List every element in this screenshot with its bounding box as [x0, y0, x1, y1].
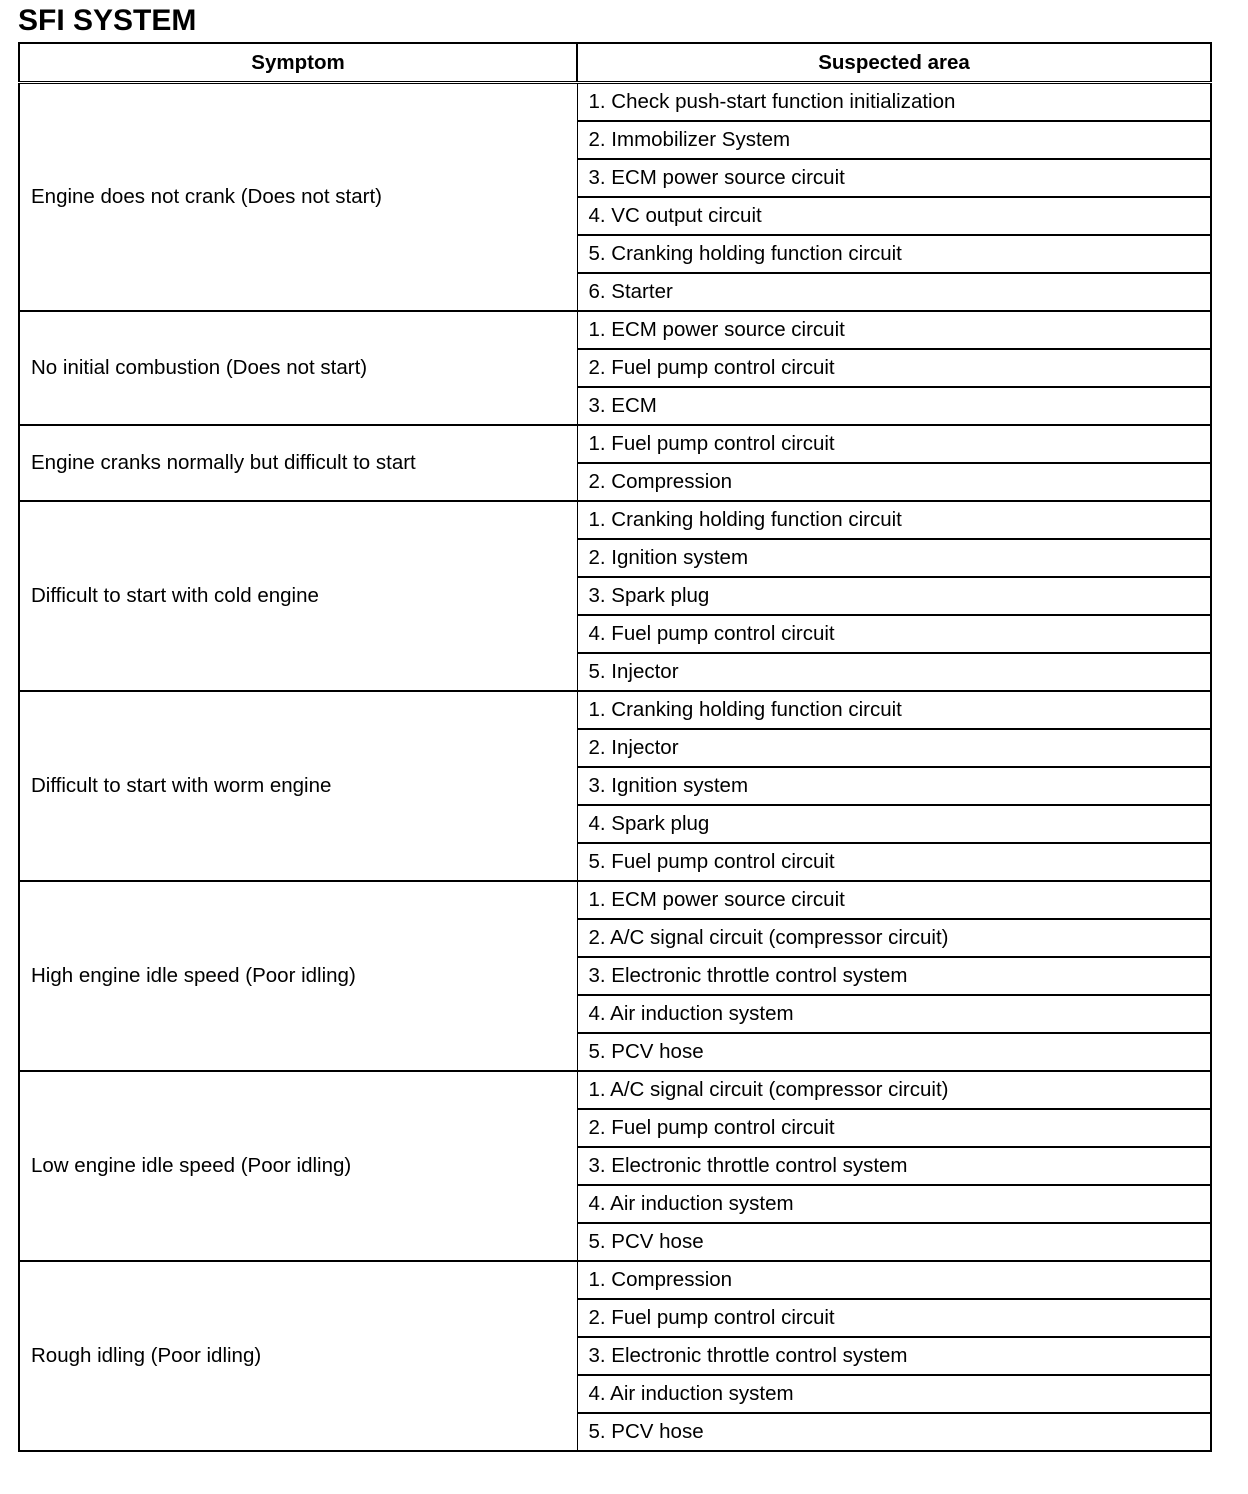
suspected-area-cell: 3. ECM: [577, 387, 1211, 425]
suspected-area-cell: 3. Electronic throttle control system: [577, 1147, 1211, 1185]
suspected-area-cell: 2. Immobilizer System: [577, 121, 1211, 159]
suspected-area-cell: 2. Fuel pump control circuit: [577, 1299, 1211, 1337]
symptom-cell: Difficult to start with worm engine: [19, 691, 577, 881]
suspected-area-cell: 1. Fuel pump control circuit: [577, 425, 1211, 463]
suspected-area-cell: 2. A/C signal circuit (compressor circuit): [577, 919, 1211, 957]
suspected-area-cell: 1. ECM power source circuit: [577, 881, 1211, 919]
symptom-cell: High engine idle speed (Poor idling): [19, 881, 577, 1071]
suspected-area-cell: 4. VC output circuit: [577, 197, 1211, 235]
suspected-area-cell: 5. Cranking holding function circuit: [577, 235, 1211, 273]
suspected-area-cell: 2. Injector: [577, 729, 1211, 767]
page-title: SFI SYSTEM: [18, 4, 197, 37]
table-row: [19, 1071, 1211, 1109]
suspected-area-cell: 2. Compression: [577, 463, 1211, 501]
suspected-area-cell: 5. PCV hose: [577, 1223, 1211, 1261]
table-row: [19, 1261, 1211, 1299]
suspected-area-cell: 5. PCV hose: [577, 1413, 1211, 1451]
table-row: [19, 881, 1211, 919]
suspected-area-cell: 4. Air induction system: [577, 995, 1211, 1033]
suspected-area-cell: 2. Fuel pump control circuit: [577, 349, 1211, 387]
suspected-area-cell: 3. Electronic throttle control system: [577, 1337, 1211, 1375]
suspected-area-cell: 4. Fuel pump control circuit: [577, 615, 1211, 653]
table-row: [19, 83, 1211, 122]
symptom-table: [18, 42, 1212, 1452]
suspected-area-cell: 5. Fuel pump control circuit: [577, 843, 1211, 881]
suspected-area-cell: 3. ECM power source circuit: [577, 159, 1211, 197]
suspected-area-cell: 1. A/C signal circuit (compressor circuit): [577, 1071, 1211, 1109]
symptom-cell: No initial combustion (Does not start): [19, 311, 577, 425]
suspected-area-cell: 2. Ignition system: [577, 539, 1211, 577]
suspected-area-cell: 6. Starter: [577, 273, 1211, 311]
header-suspected-area: Suspected area: [577, 43, 1211, 83]
symptom-cell: Engine cranks normally but difficult to start: [19, 425, 577, 501]
suspected-area-cell: 3. Spark plug: [577, 577, 1211, 615]
suspected-area-cell: 5. Injector: [577, 653, 1211, 691]
suspected-area-cell: 1. Check push-start function initialization: [577, 83, 1211, 122]
table-body: [19, 83, 1211, 1452]
suspected-area-cell: 3. Ignition system: [577, 767, 1211, 805]
suspected-area-cell: 1. Compression: [577, 1261, 1211, 1299]
suspected-area-cell: 2. Fuel pump control circuit: [577, 1109, 1211, 1147]
symptom-cell: Low engine idle speed (Poor idling): [19, 1071, 577, 1261]
header-symptom: Symptom: [19, 43, 577, 83]
table-row: [19, 501, 1211, 539]
suspected-area-cell: 4. Air induction system: [577, 1375, 1211, 1413]
symptom-cell: Rough idling (Poor idling): [19, 1261, 577, 1451]
table-row: [19, 425, 1211, 463]
suspected-area-cell: 1. ECM power source circuit: [577, 311, 1211, 349]
suspected-area-cell: 1. Cranking holding function circuit: [577, 501, 1211, 539]
symptom-cell: Engine does not crank (Does not start): [19, 83, 577, 312]
table-header-row: [19, 43, 1211, 83]
suspected-area-cell: 5. PCV hose: [577, 1033, 1211, 1071]
suspected-area-cell: 3. Electronic throttle control system: [577, 957, 1211, 995]
symptom-cell: Difficult to start with cold engine: [19, 501, 577, 691]
suspected-area-cell: 4. Spark plug: [577, 805, 1211, 843]
suspected-area-cell: 4. Air induction system: [577, 1185, 1211, 1223]
table-row: [19, 691, 1211, 729]
suspected-area-cell: 1. Cranking holding function circuit: [577, 691, 1211, 729]
table-row: [19, 311, 1211, 349]
